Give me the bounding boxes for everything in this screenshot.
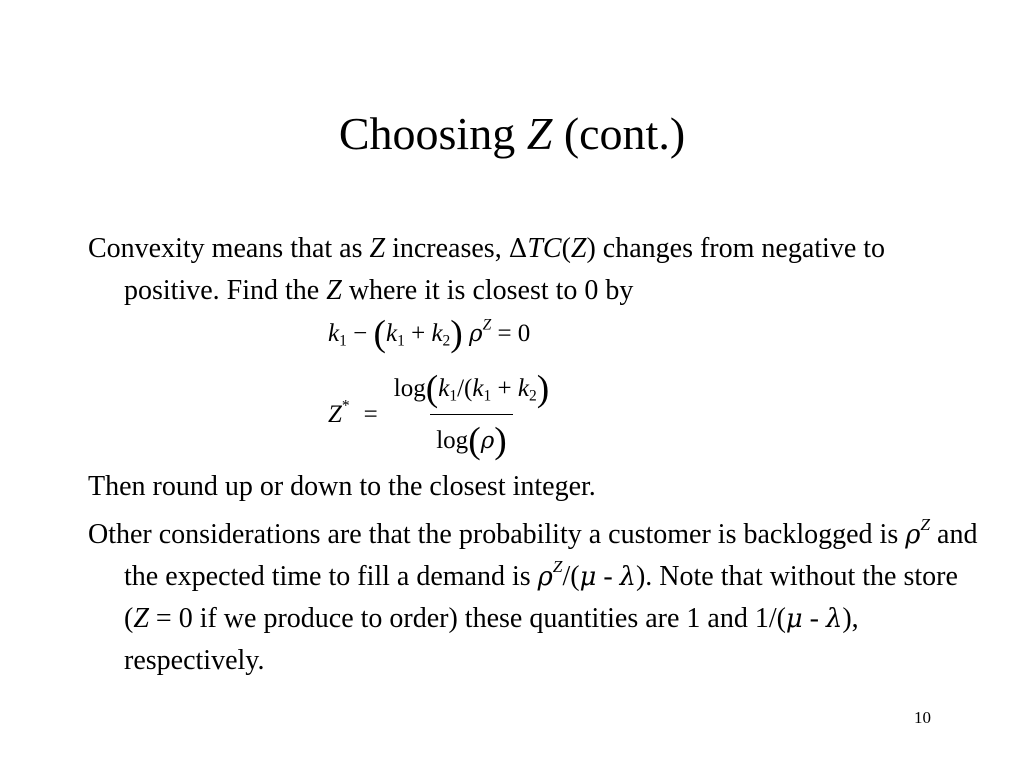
equation-balance: $k_1 - (k_1 + k_2) \rho^Z = 0$	[328, 313, 531, 355]
slide-title	[0, 104, 1024, 164]
fraction-denominator: log(ρ)	[430, 414, 512, 462]
fraction-numerator: $\log(k_1/(k_1 + k_2)$	[393, 368, 550, 410]
page-number: 10	[914, 708, 931, 727]
title-variable: Z	[526, 108, 553, 159]
paragraph-considerations: Other considerations are that the probability a customer is backlogged is $\rho^Z$ and the expected time to fill a demand is $\rho^Z/(\mu - \lambda)$. Note that without the store (Z = 0 if we produce to order) these quantities are 1 and 1/(μ - λ), respectively.	[88, 514, 978, 676]
title-text: Choosing	[338, 108, 527, 159]
fraction	[388, 369, 555, 461]
paragraph-round: Then round up or down to the closest integer.	[88, 471, 596, 502]
title-suffix: (cont.)	[552, 108, 686, 159]
paragraph-convexity: Convexity means that as Z increases, ΔTC(Z) changes from negative to positive. Find the Z where it is closest to 0 by	[88, 233, 886, 306]
equation-z-star: Z* = $\frac{\log(k_1/(k_1 + k_2)}{\log(\rho)}$	[328, 366, 555, 464]
